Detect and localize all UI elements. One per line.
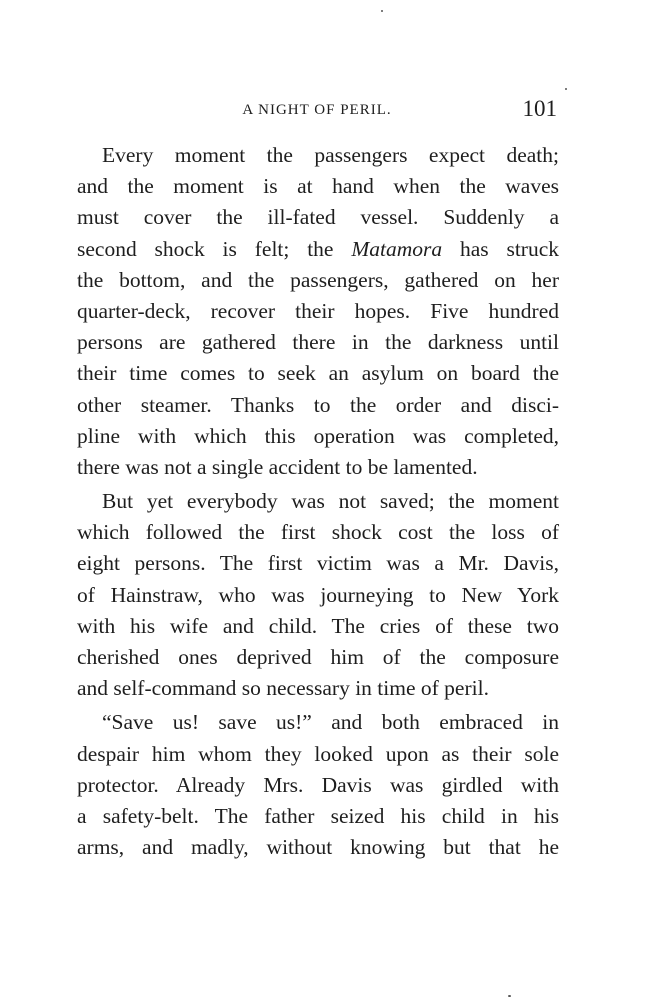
paragraph-1 — [77, 140, 559, 483]
paragraph-3 — [77, 707, 559, 863]
page-number: 101 — [522, 96, 557, 121]
text-line: other steamer. Thanks to the order and disci- — [77, 392, 559, 417]
text-line: a safety-belt. The father seized his child in his — [77, 803, 559, 828]
ship-name: Matamora — [351, 236, 443, 261]
text-line: arms, and madly, without knowing but that he — [77, 835, 559, 860]
text-line: “Save us! save us!” and both embraced in — [102, 710, 559, 735]
text-line: eight persons. The first victim was a Mr. Davis, — [77, 551, 559, 576]
text-line: with his wife and child. The cries of these two — [77, 613, 559, 638]
text-line: quarter-deck, recover their hopes. Five hundred — [77, 298, 559, 323]
text-line: there was not a single accident to be lamented. — [77, 454, 478, 479]
ink-speck — [565, 88, 567, 90]
text-line: cherished ones deprived him of the composure — [77, 645, 559, 669]
body-text — [77, 140, 559, 866]
running-title: A NIGHT OF PERIL. — [242, 102, 392, 118]
text-line: despair him whom they looked upon as their sole — [77, 741, 559, 766]
text-line: of Hainstraw, who was journeying to New York — [77, 582, 559, 607]
text-line: pline with which this operation was completed, — [77, 423, 559, 448]
text-line: But yet everybody was not saved; the moment — [102, 489, 559, 514]
ink-speck — [508, 995, 511, 997]
text-line: protector. Already Mrs. Davis was girdled with — [77, 772, 559, 797]
text-line: Every moment the passengers expect death; — [102, 143, 559, 167]
text-line: must cover the ill-fated vessel. Suddenly a — [77, 205, 559, 230]
paragraph-2 — [77, 486, 559, 704]
text-line: and self-command so necessary in time of peril. — [77, 676, 489, 701]
page-header — [77, 96, 557, 122]
text-line: persons are gathered there in the darkness until — [77, 330, 559, 355]
text-line — [77, 234, 559, 265]
ink-speck — [381, 10, 383, 12]
text-line: and the moment is at hand when the waves — [77, 174, 559, 199]
text-line: their time comes to seek an asylum on board the — [77, 361, 559, 386]
text-line: the bottom, and the passengers, gathered on her — [77, 267, 559, 292]
text-line: which followed the first shock cost the loss of — [77, 520, 559, 545]
text-segment: second shock is felt; the — [77, 236, 352, 261]
text-segment: has struck — [442, 236, 560, 261]
